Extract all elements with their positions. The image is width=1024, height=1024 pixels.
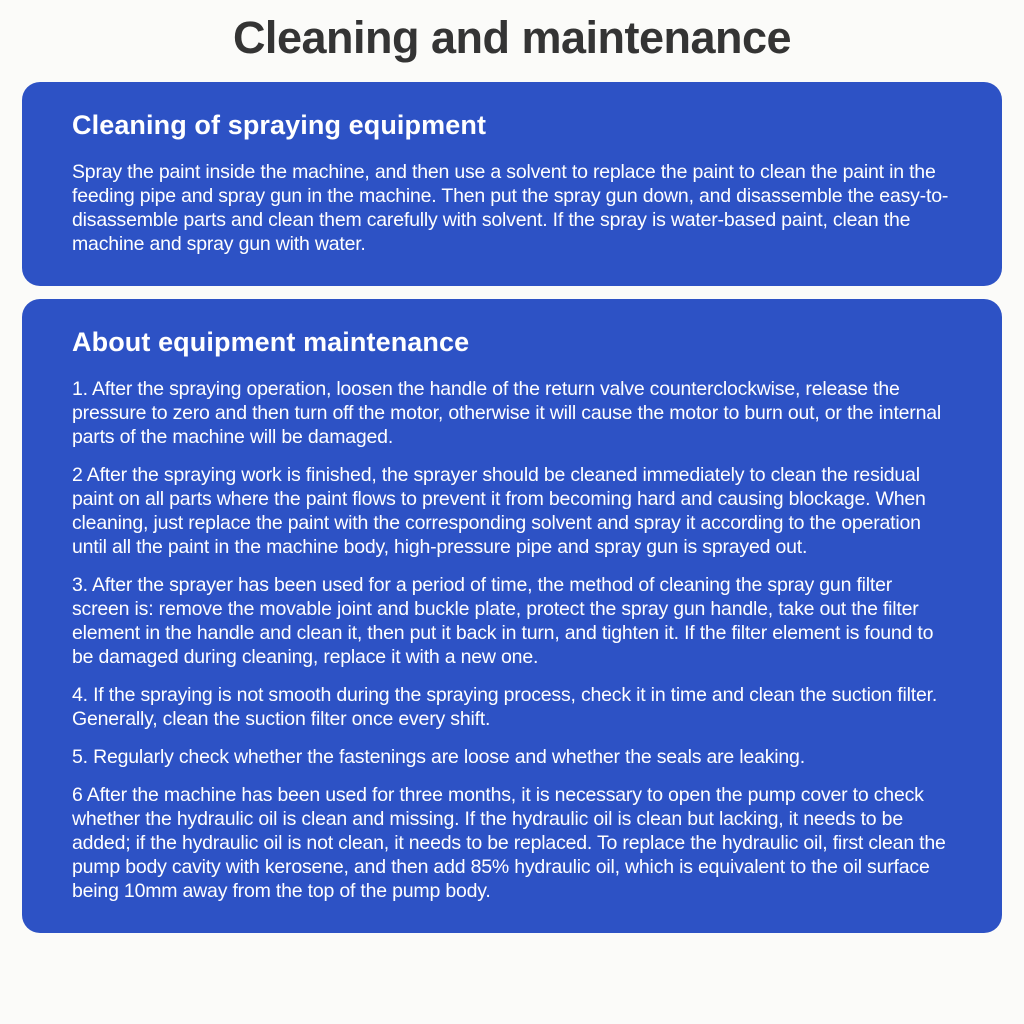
maintenance-item-6: 6 After the machine has been used for three months, it is necessary to open the pump cover to check whether the hydraulic oil is clean and missing. If the hydraulic oil is clean but lacking, it needs to be added; if the hydraulic oil is not clean, it needs to be replaced. To replace the hydraulic oil, first clean the pump body cavity with kerosene, and then add 85% hydraulic oil, which is equivalent to the oil surface being 10mm away from the top of the pump body.	[72, 783, 946, 902]
maintenance-item-1: 1. After the spraying operation, loosen the handle of the return valve counterclockwise, release the pressure to zero and then turn off the motor, otherwise it will cause the motor to burn out, or the internal parts of the machine will be damaged.	[72, 377, 942, 448]
card-cleaning-of-spraying-equipment	[22, 82, 1002, 286]
maintenance-item-2: 2 After the spraying work is finished, the sprayer should be cleaned immediately to clean the residual paint on all parts where the paint flows to prevent it from becoming hard and causing blockage. When cleaning, just replace the paint with the corresponding solvent and spray it according to the operation until all the paint in the machine body, high-pressure pipe and spray gun is sprayed out.	[72, 463, 926, 558]
page-title: Cleaning and maintenance	[232, 12, 792, 63]
card-maintenance-heading: About equipment maintenance	[72, 326, 470, 357]
card-cleaning-heading: Cleaning of spraying equipment	[72, 109, 487, 140]
maintenance-item-3: 3. After the sprayer has been used for a period of time, the method of cleaning the spray gun filter screen is: remove the movable joint and buckle plate, protect the spray gun handle, take out the filter element in the handle and clean it, then put it back in turn, and tighten it. If the filter element is found to be damaged during cleaning, replace it with a new one.	[72, 573, 934, 668]
maintenance-item-4: 4. If the spraying is not smooth during the spraying process, check it in time and clean the suction filter. Generally, clean the suction filter once every shift.	[72, 683, 938, 730]
card-about-equipment-maintenance	[22, 299, 1002, 933]
maintenance-item-5: 5. Regularly check whether the fastenings are loose and whether the seals are leaking.	[72, 745, 805, 768]
card-cleaning-paragraph: Spray the paint inside the machine, and then use a solvent to replace the paint to clean the paint in the feeding pipe and spray gun in the machine. Then put the spray gun down, and disassemble the easy-to-disassemble parts and clean them carefully with solvent. If the spray is water-based paint, clean the machine and spray gun with water.	[72, 160, 949, 255]
